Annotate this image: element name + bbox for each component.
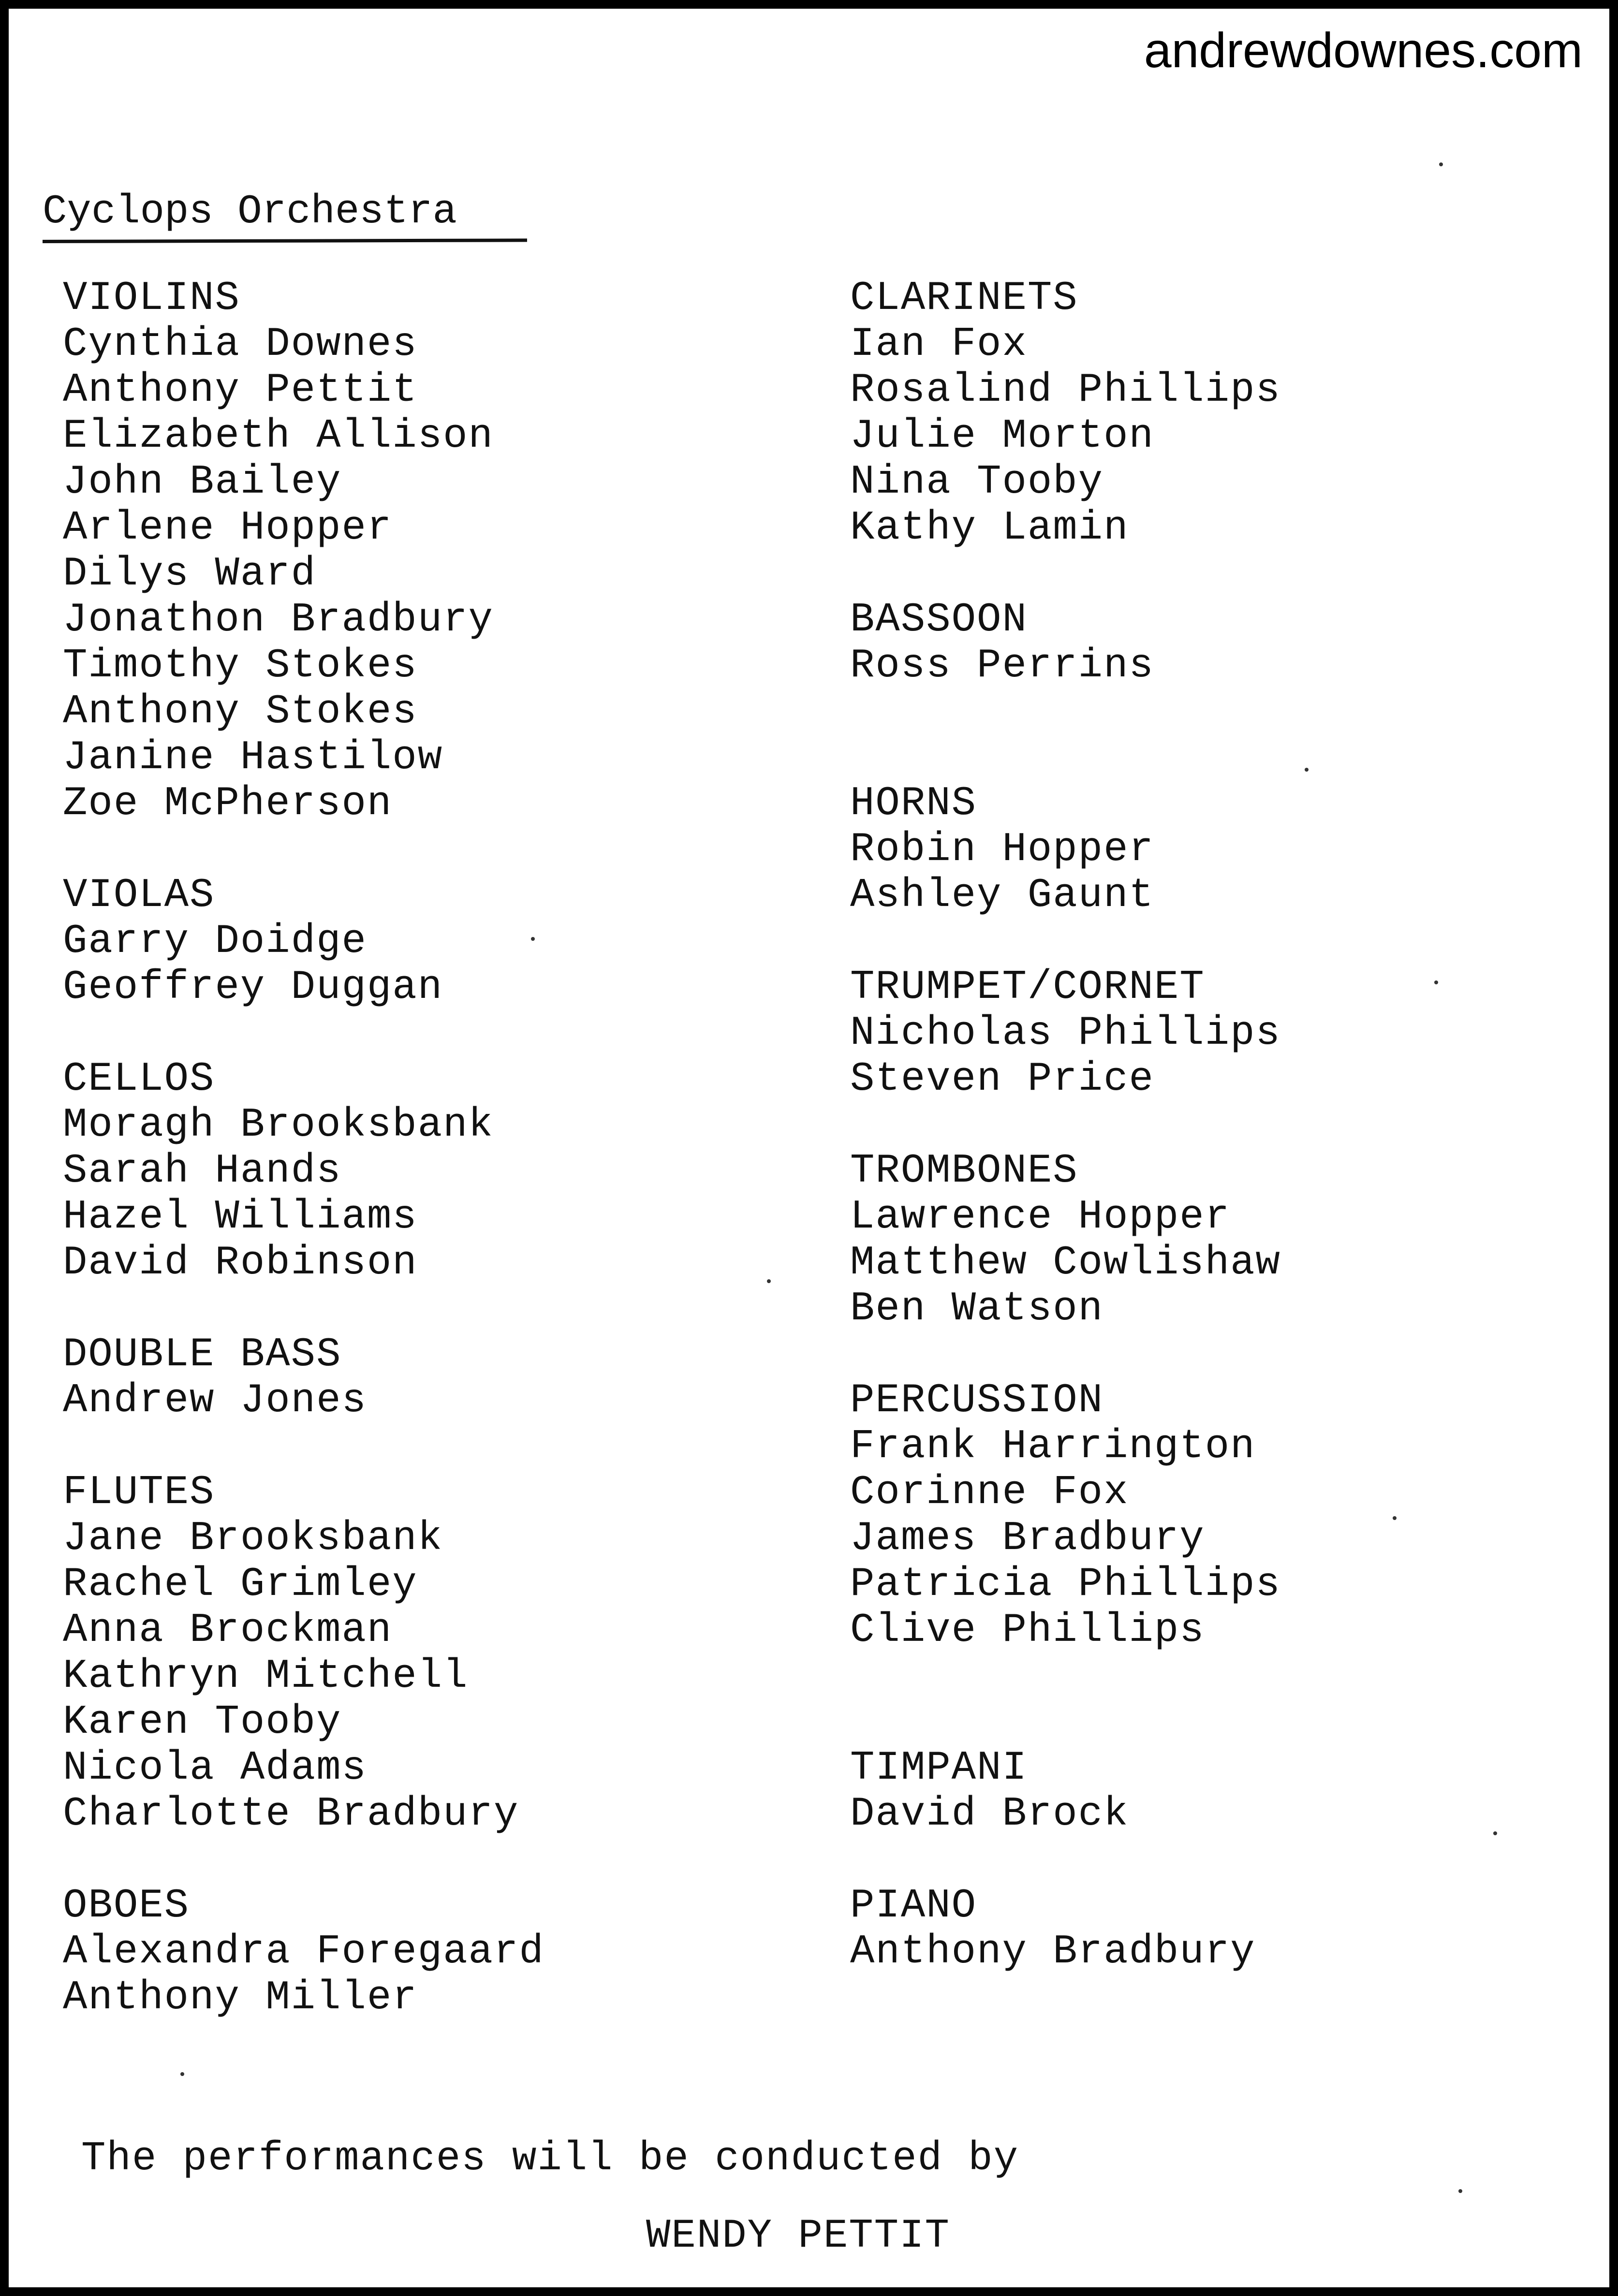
member-name: Zoe McPherson xyxy=(63,781,393,827)
member-name: John Bailey xyxy=(63,459,342,505)
member-name: Nina Tooby xyxy=(850,459,1104,505)
title-underline xyxy=(43,238,527,243)
scan-speck xyxy=(1493,1831,1497,1835)
member-name: Andrew Jones xyxy=(63,1378,367,1424)
scan-speck xyxy=(1434,980,1438,984)
member-name: Charlotte Bradbury xyxy=(63,1791,519,1837)
section-piano xyxy=(850,1883,1551,1975)
member-name: Corinne Fox xyxy=(850,1470,1129,1516)
section-heading: VIOLINS xyxy=(63,276,240,322)
section-heading: TRUMPET/CORNET xyxy=(850,965,1205,1010)
member-name: Julie Morton xyxy=(850,413,1154,459)
section-trumpet-cornet xyxy=(850,965,1551,1102)
member-name: Rachel Grimley xyxy=(63,1562,418,1608)
member-name: Ian Fox xyxy=(850,322,1028,367)
section-percussion xyxy=(850,1378,1551,1653)
section-heading: CELLOS xyxy=(63,1056,215,1102)
member-name: Robin Hopper xyxy=(850,827,1154,873)
member-name: Clive Phillips xyxy=(850,1608,1205,1653)
member-name: Arlene Hopper xyxy=(63,505,393,551)
section-oboes xyxy=(63,1883,764,2021)
section-horns xyxy=(850,781,1551,919)
member-name: Nicholas Phillips xyxy=(850,1010,1281,1056)
conductor-name: WENDY PETTIT xyxy=(646,2213,950,2259)
member-name: Timothy Stokes xyxy=(63,643,418,689)
member-name: Rosalind Phillips xyxy=(850,367,1281,413)
member-name: Dilys Ward xyxy=(63,551,317,597)
member-name: Sarah Hands xyxy=(63,1148,342,1194)
scan-speck xyxy=(1439,162,1443,166)
member-name: Nicola Adams xyxy=(63,1745,367,1791)
member-name: Ross Perrins xyxy=(850,643,1154,689)
scan-speck xyxy=(1458,2189,1462,2193)
section-heading: HORNS xyxy=(850,781,977,827)
member-name: Karen Tooby xyxy=(63,1699,342,1745)
member-name: Jonathon Bradbury xyxy=(63,597,494,643)
closing-line: The performances will be conducted by xyxy=(81,2136,1019,2182)
section-heading: TIMPANI xyxy=(850,1745,1028,1791)
member-name: Hazel Williams xyxy=(63,1194,418,1240)
section-cellos xyxy=(63,1056,764,1286)
section-heading: BASSOON xyxy=(850,597,1028,643)
section-heading: TROMBONES xyxy=(850,1148,1078,1194)
member-name: Garry Doidge xyxy=(63,919,367,965)
scan-speck xyxy=(767,1279,771,1283)
scan-speck xyxy=(180,2072,184,2076)
section-timpani xyxy=(850,1745,1551,1837)
member-name: Janine Hastilow xyxy=(63,735,443,781)
member-name: Kathy Lamin xyxy=(850,505,1129,551)
member-name: Lawrence Hopper xyxy=(850,1194,1231,1240)
member-name: Anna Brockman xyxy=(63,1608,393,1653)
section-heading: FLUTES xyxy=(63,1470,215,1516)
section-violas xyxy=(63,873,764,1010)
member-name: Elizabeth Allison xyxy=(63,413,494,459)
scan-speck xyxy=(1305,768,1309,772)
member-name: Anthony Pettit xyxy=(63,367,418,413)
section-trombones xyxy=(850,1148,1551,1332)
member-name: Jane Brooksbank xyxy=(63,1516,443,1562)
left-column xyxy=(63,276,764,2021)
section-heading: PIANO xyxy=(850,1883,977,1929)
member-name: Alexandra Foregaard xyxy=(63,1929,544,1975)
section-violins xyxy=(63,276,764,827)
member-name: Geoffrey Duggan xyxy=(63,965,443,1010)
member-name: Kathryn Mitchell xyxy=(63,1653,469,1699)
page-title: Cyclops Orchestra xyxy=(43,189,457,235)
member-name: Steven Price xyxy=(850,1056,1154,1102)
member-name: Frank Harrington xyxy=(850,1424,1256,1470)
right-column xyxy=(850,276,1551,1975)
section-flutes xyxy=(63,1470,764,1837)
section-double-bass xyxy=(63,1332,764,1424)
section-heading: PERCUSSION xyxy=(850,1378,1104,1424)
section-heading: CLARINETS xyxy=(850,276,1078,322)
member-name: Anthony Stokes xyxy=(63,689,418,735)
section-heading: OBOES xyxy=(63,1883,190,1929)
member-name: Ashley Gaunt xyxy=(850,873,1154,919)
member-name: Matthew Cowlishaw xyxy=(850,1240,1281,1286)
section-heading: VIOLAS xyxy=(63,873,215,919)
scan-speck xyxy=(531,937,535,941)
section-bassoon xyxy=(850,597,1551,689)
member-name: James Bradbury xyxy=(850,1516,1205,1562)
member-name: David Brock xyxy=(850,1791,1129,1837)
section-heading: DOUBLE BASS xyxy=(63,1332,342,1378)
section-clarinets xyxy=(850,276,1551,551)
member-name: David Robinson xyxy=(63,1240,418,1286)
member-name: Moragh Brooksbank xyxy=(63,1102,494,1148)
scan-speck xyxy=(1393,1516,1397,1520)
member-name: Cynthia Downes xyxy=(63,322,418,367)
member-name: Ben Watson xyxy=(850,1286,1104,1332)
watermark: andrewdownes.com xyxy=(1144,23,1583,78)
member-name: Anthony Miller xyxy=(63,1975,418,2021)
member-name: Anthony Bradbury xyxy=(850,1929,1256,1975)
member-name: Patricia Phillips xyxy=(850,1562,1281,1608)
